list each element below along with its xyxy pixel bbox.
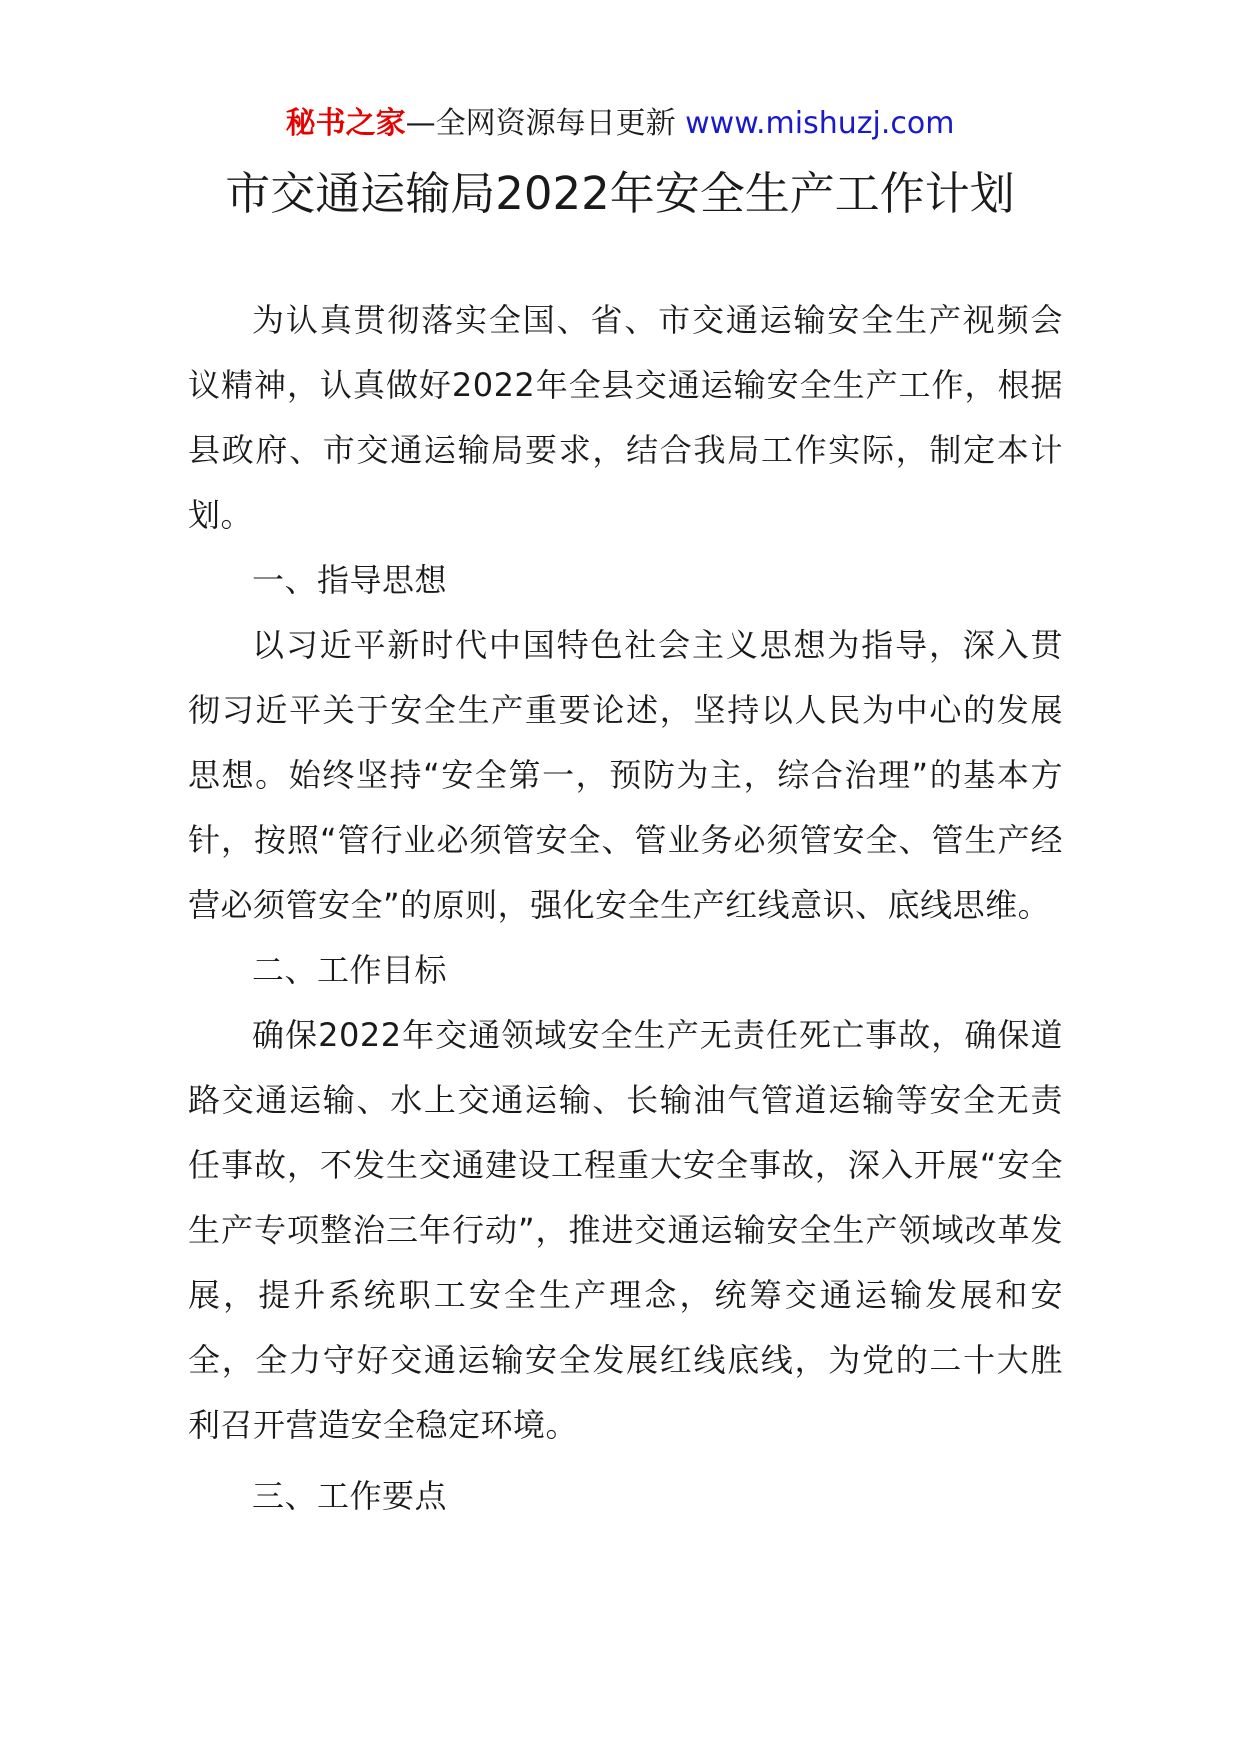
section-heading-work-goals: 二、工作目标: [252, 951, 448, 989]
work-goals-paragraph: 确保2022年交通领域安全生产无责任死亡事故，确保道路交通运输、水上交通运输、长输油气管道运输等安全无责任事故，不发生交通建设工程重大安全事故，深入开展“安全生产专项整治三年行动”，推进交通运输安全生产领域改革发展，提升系统职工安全生产理念，统筹交通运输发展和安全，全力守好交通运输安全发展红线底线，为党的二十大胜利召开营造安全稳定环境。: [188, 1016, 1063, 1444]
site-header: [0, 104, 1240, 144]
guiding-ideology-paragraph: 以习近平新时代中国特色社会主义思想为指导，深入贯彻习近平关于安全生产重要论述，坚持以人民为中心的发展思想。始终坚持“安全第一，预防为主，综合治理”的基本方针，按照“管行业必须管安全、管业务必须管安全、管生产经营必须管安全”的原则，强化安全生产红线意识、底线思维。: [188, 626, 1063, 924]
section-heading-guiding-ideology: 一、指导思想: [252, 561, 448, 599]
document-body: [188, 288, 1063, 1529]
document-title: 市交通运输局2022年安全生产工作计划: [225, 167, 1015, 220]
site-name: 秘书之家: [285, 106, 406, 141]
section-heading-work-points: 三、工作要点: [252, 1477, 448, 1515]
intro-paragraph: 为认真贯彻落实全国、省、市交通运输安全生产视频会议精神，认真做好2022年全县交通运输安全生产工作，根据县政府、市交通运输局要求，结合我局工作实际，制定本计划。: [188, 301, 1063, 534]
site-tagline: —全网资源每日更新: [405, 106, 676, 141]
site-url-link[interactable]: www.mishuzj.com: [685, 106, 955, 141]
